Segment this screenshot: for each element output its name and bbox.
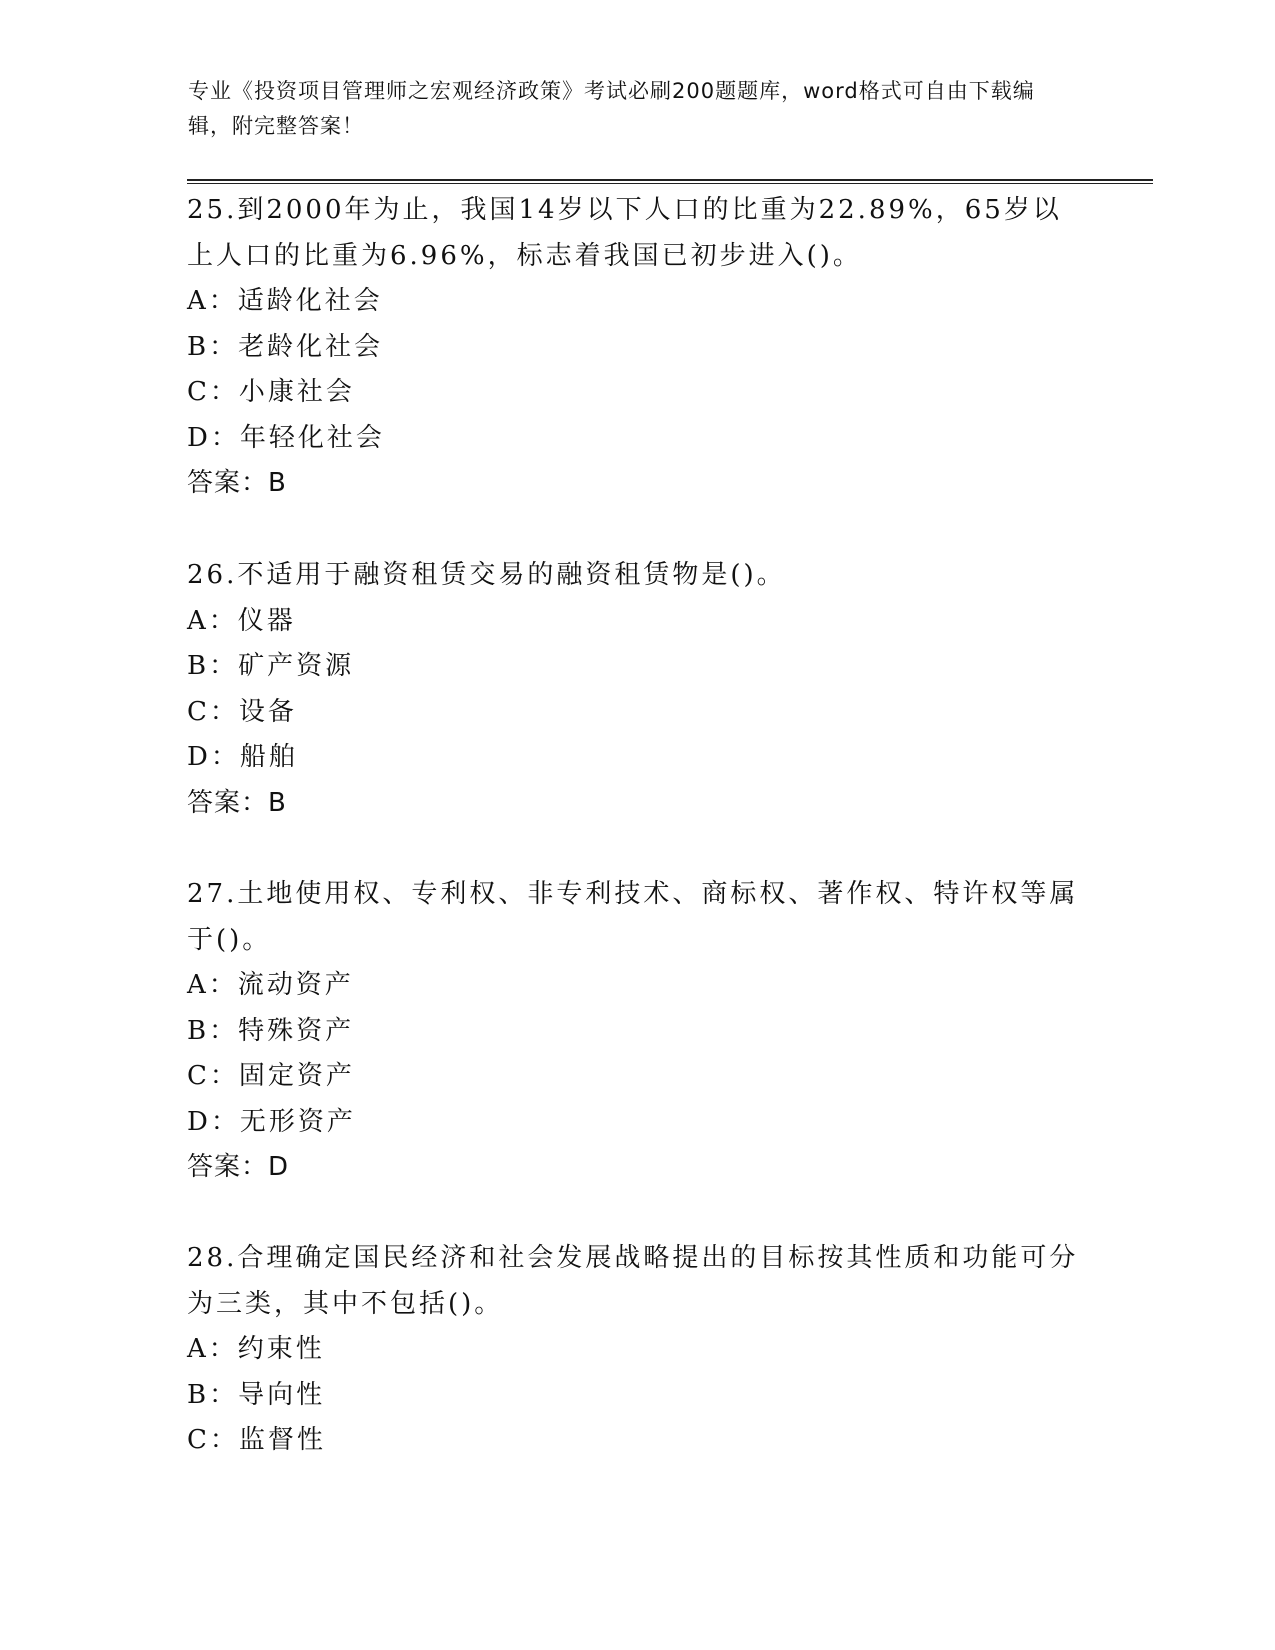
answer: 答案：B [187,468,287,498]
answer: 答案：B [187,787,287,818]
option-b: B：特殊资产 [187,1015,355,1046]
option-a: A：适龄化社会 [187,286,383,316]
header-divider-top [187,179,1153,181]
option-b: B：导向性 [187,1379,326,1410]
question-27 [187,872,1087,1191]
option-c: C：设备 [187,696,297,727]
header-divider-bottom [187,183,1153,184]
option-d: D：年轻化社会 [187,422,385,453]
option-a: A：约束性 [187,1334,325,1364]
question-text: 25.到2000年为止，我国14岁以下人口的比重为22.89%，65岁以上人口的比重为6.96%，标志着我国已初步进入()。 [187,195,1062,271]
option-c: C：小康社会 [187,377,355,407]
question-25 [187,188,1087,507]
question-28 [187,1236,1087,1464]
option-c: C：固定资产 [187,1061,355,1091]
question-text: 27.土地使用权、专利权、非专利技术、商标权、著作权、特许权等属于()。 [187,879,1079,955]
document-intro: 专业《投资项目管理师之宏观经济政策》考试必刷200题题库，word格式可自由下载编辑，附完整答案！ [188,79,1035,138]
option-d: D：船舶 [187,742,298,772]
question-26 [187,553,1087,826]
option-b: B：老龄化社会 [187,331,384,362]
question-text: 28.合理确定国民经济和社会发展战略提出的目标按其性质和功能可分为三类，其中不包括()。 [187,1243,1079,1319]
option-a: A：流动资产 [187,970,354,1000]
option-a: A：仪器 [187,605,296,636]
option-b: B：矿产资源 [187,651,355,681]
answer: 答案：D [187,1152,290,1182]
question-text: 26.不适用于融资租赁交易的融资租赁物是()。 [187,560,786,590]
option-d: D：无形资产 [187,1106,356,1137]
option-c: C：监督性 [187,1425,326,1455]
